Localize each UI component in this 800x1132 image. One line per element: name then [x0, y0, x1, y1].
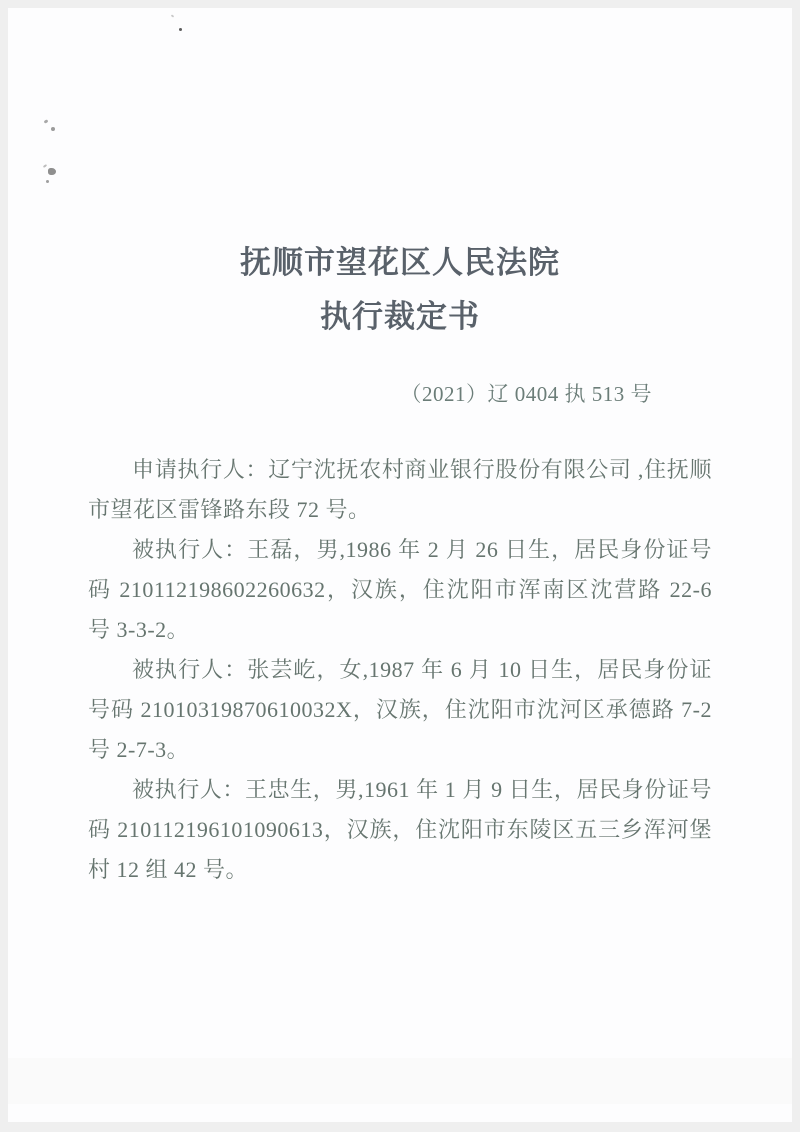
- scan-shading: [8, 1058, 792, 1104]
- document-body: [88, 450, 712, 890]
- scan-speck: [51, 127, 55, 131]
- paragraph-respondent-2: 被执行人：张芸屹，女,1987 年 6 月 10 日生，居民身份证号码 21010319870610032X，汉族，住沈阳市沈河区承德路 7-2 号 2-7-3。: [88, 657, 712, 762]
- paragraph-applicant: 申请执行人：辽宁沈抚农村商业银行股份有限公司 ,住抚顺市望花区雷锋路东段 72 号。: [88, 457, 712, 522]
- scan-speck: [46, 180, 49, 183]
- case-number: （2021）辽 0404 执 513 号: [400, 382, 652, 406]
- paragraph-respondent-1: 被执行人：王磊，男,1986 年 2 月 26 日生，居民身份证号码 210112198602260632，汉族，住沈阳市浑南区沈营路 22-6 号 3-3-2。: [88, 537, 712, 642]
- document-header: [0, 236, 800, 344]
- scan-speck: [179, 28, 182, 31]
- scan-speck: [48, 168, 56, 175]
- court-name: 抚顺市望花区人民法院: [240, 245, 560, 280]
- paragraph-respondent-3: 被执行人：王忠生，男,1961 年 1 月 9 日生，居民身份证号码 210112196101090613，汉族，住沈阳市东陵区五三乡浑河堡村 12 组 42 号。: [88, 777, 712, 882]
- document-title: 执行裁定书: [320, 299, 480, 334]
